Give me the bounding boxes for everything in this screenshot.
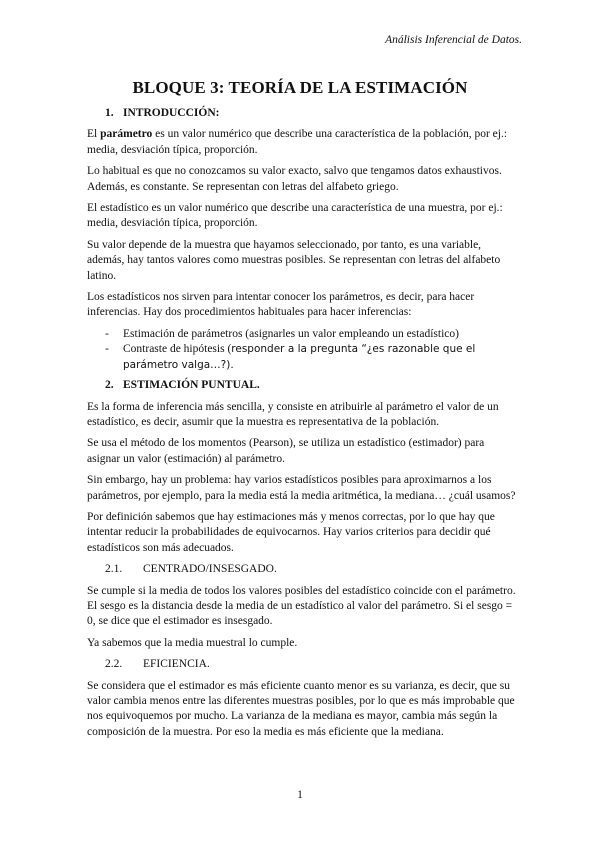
paragraph: Lo habitual es que no conozcamos su valor exacto, salvo que tengamos datos exhaustivos. Además, es constante. Se representan con letras del alfabeto griego. (87, 165, 502, 193)
paragraph: Los estadísticos nos sirven para intentar conocer los parámetros, es decir, para hacer inferencias. Hay dos procedimientos habituales para hacer inferencias: (87, 291, 475, 319)
paragraph: El estadístico es un valor numérico que describe una característica de una muestra, por ej.: media, desviación típica, proporción. (87, 202, 503, 230)
document-body (87, 106, 519, 746)
section-1-title: INTRODUCCIÓN: (123, 107, 220, 119)
subsection-2-2-heading (87, 657, 519, 672)
list-item-text: Contraste de hipótesis ( (123, 343, 232, 356)
paragraph (87, 127, 519, 158)
paragraph-text: es un valor numérico que describe una característica de la población, por ej.: media, desviación típica, proporción. (87, 128, 508, 156)
subsection-2-1-heading (87, 562, 519, 577)
section-2-number: 2. (105, 379, 114, 392)
list-dash: - (105, 343, 109, 356)
paragraph: Se cumple si la media de todos los valores posibles del estadístico coincide con el parámetro. El sesgo es la distancia desde la media de un estadístico al valor del parámetro. Si el sesgo = 0, se dice que el estimador es insesgado. (87, 584, 516, 628)
page-title: BLOQUE 3: TEORÍA DE LA ESTIMACIÓN (132, 78, 468, 97)
bold-term: parámetro (100, 128, 153, 141)
list-item-text-sans: responder a la pregunta “¿es razonable que el parámetro valga…?). (123, 343, 476, 371)
paragraph: Por definición sabemos que hay estimaciones más y menos correctas, por lo que hay que intentar reducir la probabilidades de equivocarnos. Hay varios criterios para decidir qué estadísticos son más adecuados. (87, 510, 495, 554)
running-header: Análisis Inferencial de Datos. (385, 34, 522, 46)
list-item (87, 342, 519, 373)
subsection-2-1-number: 2.1. (105, 563, 123, 576)
subsection-2-2-title: EFICIENCIA. (143, 658, 210, 671)
subsection-2-2-number: 2.2. (105, 658, 123, 671)
paragraph: Se considera que el estimador es más eficiente cuanto menor es su varianza, es decir, que su valor cambia menos entre las diferentes muestras posibles, por lo que es más improbable que nos equivoquemos por mucho. La varianza de la mediana es mayor, cambia más según la composición de la muestra. Por eso la media es más eficiente que la mediana. (87, 679, 515, 738)
list-dash: - (105, 327, 109, 340)
inference-list (87, 327, 519, 373)
paragraph: Es la forma de inferencia más sencilla, y consiste en atribuirle al parámetro el valor de un estadístico, es decir, asumir que la muestra es representativa de la población. (87, 400, 499, 428)
paragraph: Su valor depende de la muestra que hayamos seleccionado, por tanto, es una variable, además, hay tantos valores como muestras posibles. Se representan con letras del alfabeto latino. (87, 238, 501, 282)
section-2-title: ESTIMACIÓN PUNTUAL. (123, 379, 260, 392)
subsection-2-1-title: CENTRADO/INSESGADO. (143, 563, 277, 576)
list-item-text: Estimación de parámetros (asignarles un valor empleando un estadístico) (123, 327, 459, 340)
section-1-heading (87, 106, 519, 121)
list-item (87, 327, 519, 342)
paragraph: Ya sabemos que la media muestral lo cumple. (87, 636, 298, 649)
section-1-number: 1. (105, 107, 114, 119)
page-number: 1 (297, 789, 303, 801)
paragraph-text: El (87, 128, 101, 141)
section-2-heading (87, 378, 519, 393)
paragraph: Sin embargo, hay un problema: hay varios estadísticos posibles para aproximarnos a los parámetros, por ejemplo, para la media está la media aritmética, la mediana… ¿cuál usamos? (87, 474, 516, 502)
paragraph: Se usa el método de los momentos (Pearson), se utiliza un estadístico (estimador) para asignar un valor (estimación) al parámetro. (87, 437, 485, 465)
